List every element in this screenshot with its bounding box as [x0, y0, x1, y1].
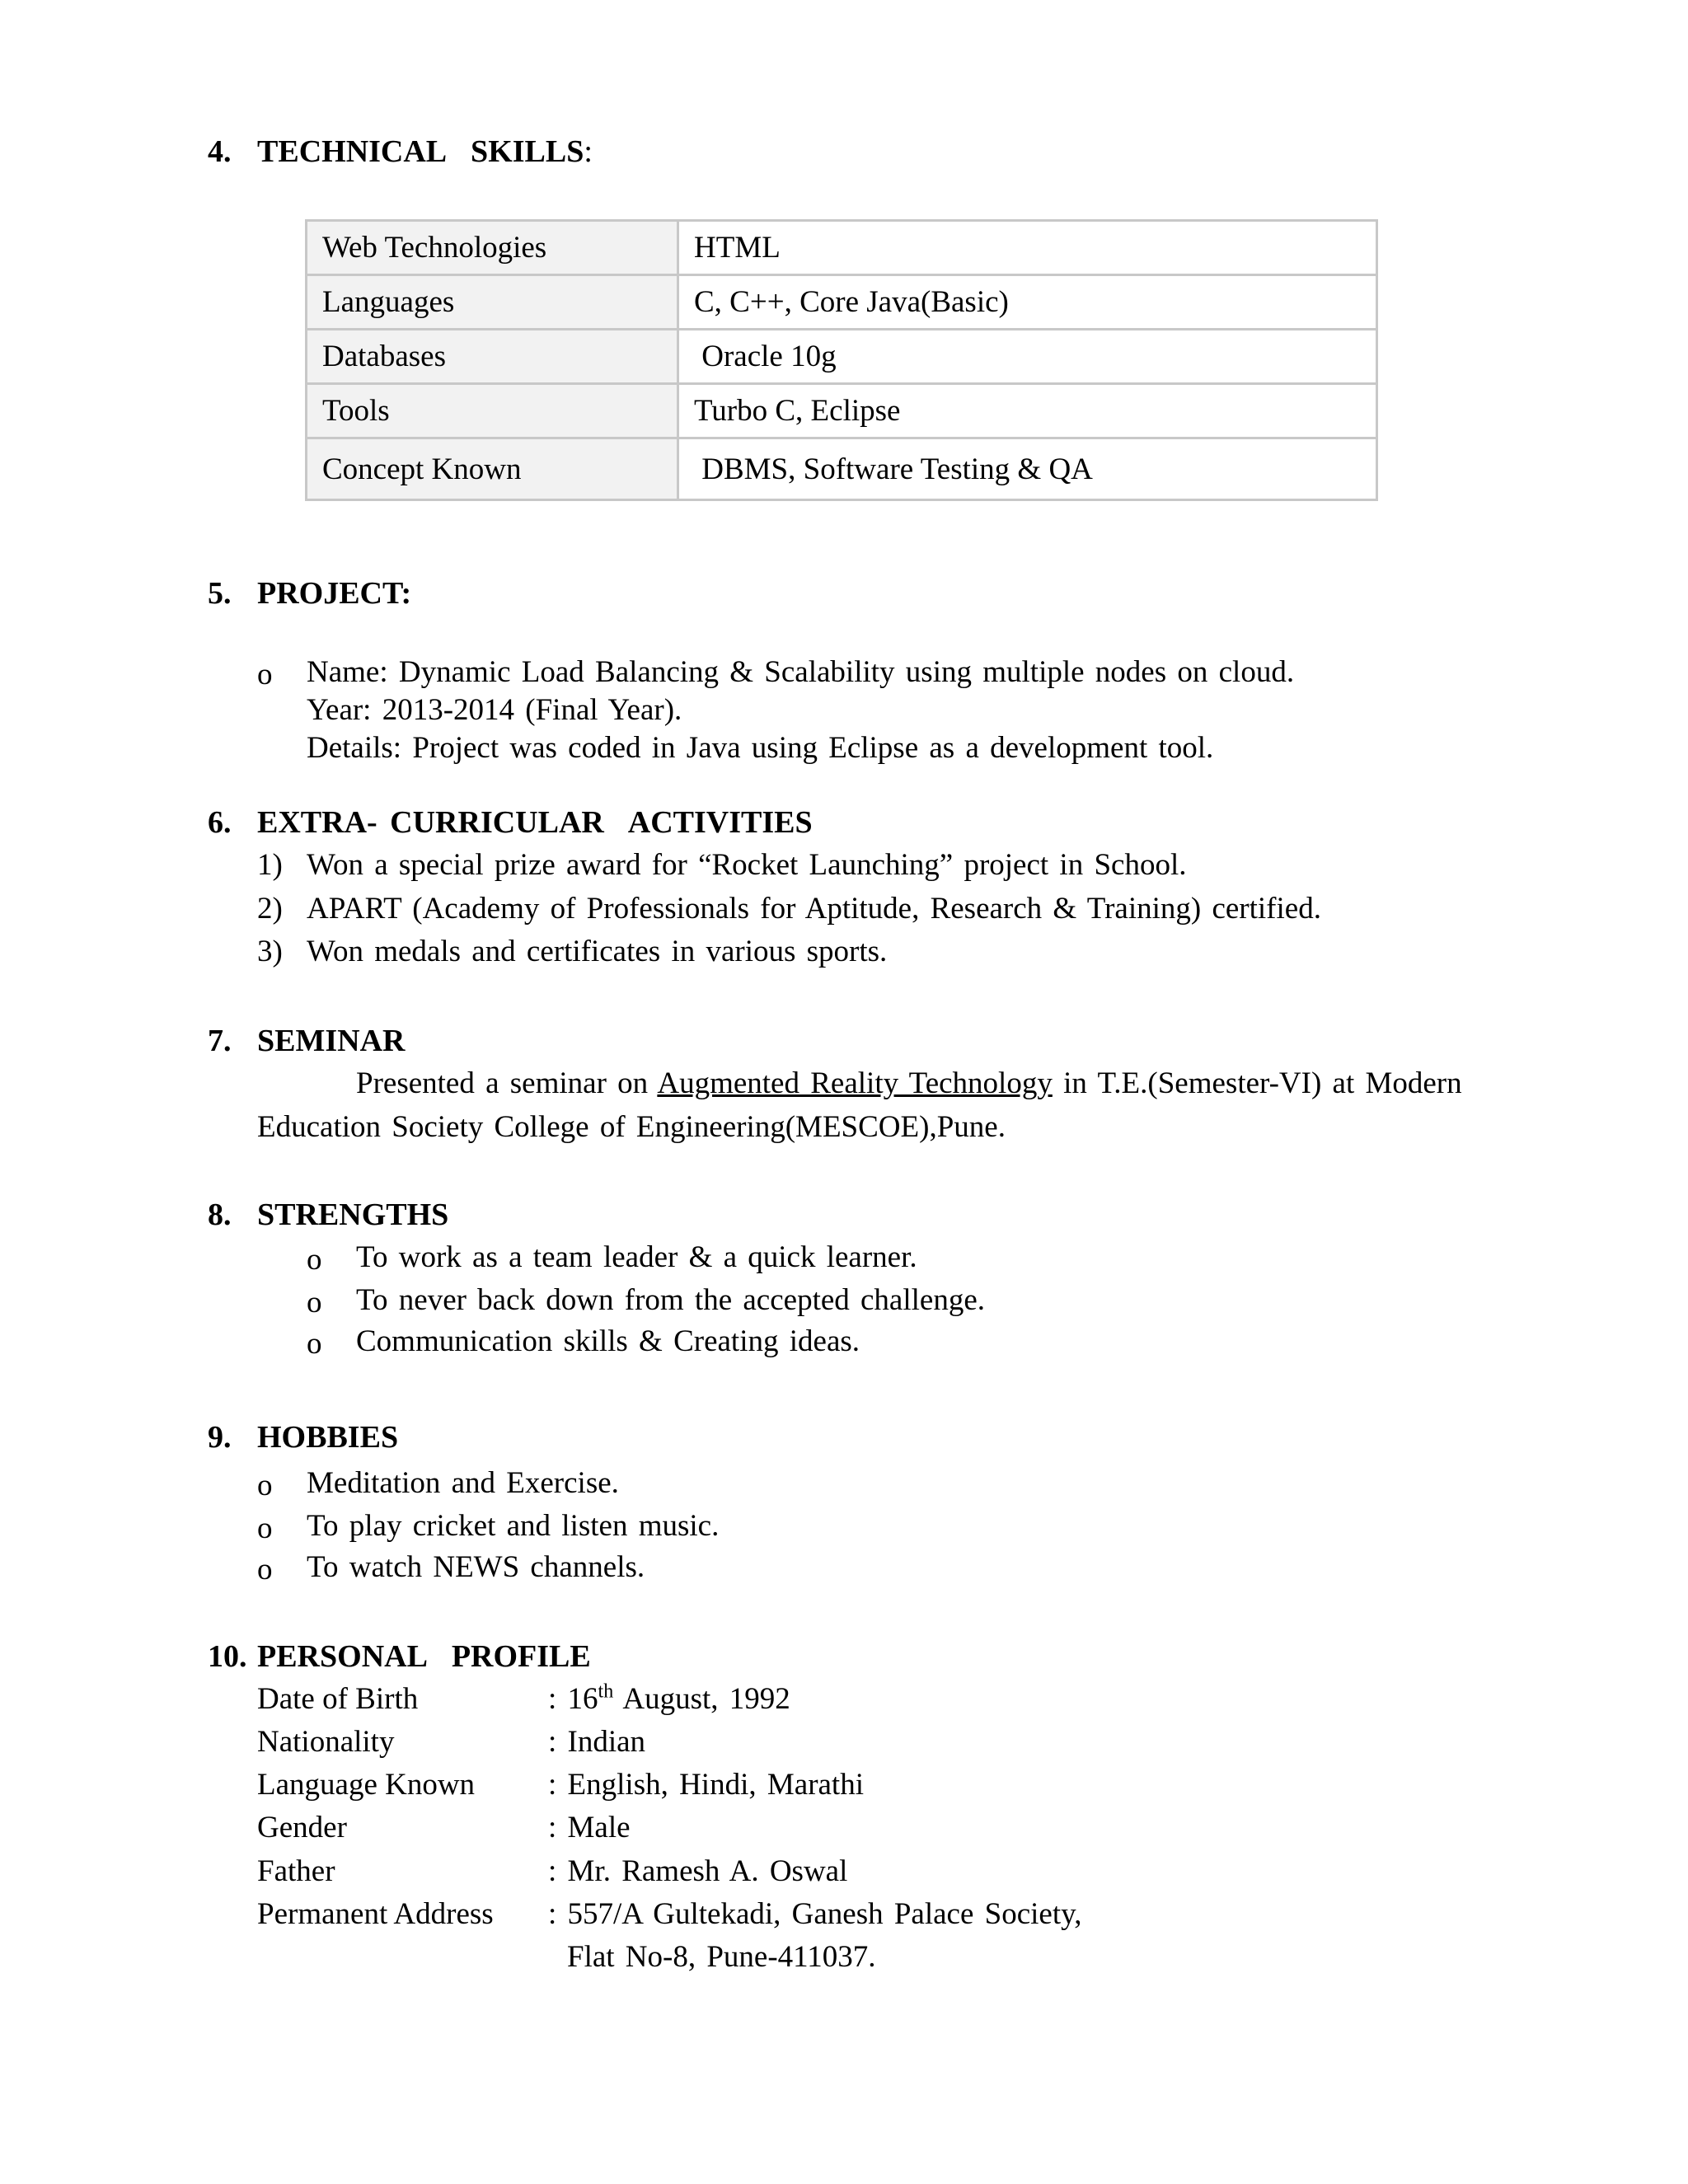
dob-month-year: August, 1992	[613, 1682, 790, 1716]
language-label: Language Known	[257, 1768, 476, 1802]
skills-table	[305, 219, 1378, 501]
gender-label: Gender	[257, 1811, 347, 1844]
bullet-marker: o	[257, 658, 273, 691]
skill-value: Oracle 10g	[678, 330, 1377, 384]
section-title: EXTRA- CURRICULAR ACTIVITIES	[257, 805, 813, 840]
list-item: To never back down from the accepted challenge.	[356, 1283, 986, 1317]
dob-ordinal: th	[598, 1680, 614, 1703]
dob-value	[548, 1681, 790, 1717]
seminar-heading	[208, 1023, 405, 1059]
nationality-label: Nationality	[257, 1725, 395, 1759]
project-details: Details: Project was coded in Java using Eclipse as a development tool.	[307, 731, 1214, 765]
section-number: 10.	[208, 1639, 247, 1674]
technical-skills-heading	[208, 134, 593, 170]
father-value: : Mr. Ramesh A. Oswal	[548, 1854, 848, 1888]
section-title: PROJECT:	[257, 576, 412, 611]
section-title: SEMINAR	[257, 1024, 406, 1058]
table-row	[307, 330, 1377, 384]
address-line2: Flat No-8, Pune-411037.	[567, 1940, 876, 1974]
list-item: Won a special prize award for “Rocket Launching” project in School.	[307, 848, 1187, 882]
section-number: 5.	[208, 576, 232, 611]
list-marker: 1)	[257, 848, 283, 882]
list-item: To watch NEWS channels.	[307, 1550, 645, 1584]
skill-value: HTML	[678, 221, 1377, 275]
seminar-intro: Presented a seminar on	[356, 1066, 658, 1100]
skill-value: Turbo C, Eclipse	[678, 384, 1377, 438]
table-row	[307, 221, 1377, 275]
seminar-context: in T.E.(Semester-VI) at Modern	[1052, 1066, 1462, 1100]
address-line1: : 557/A Gultekadi, Ganesh Palace Society,	[548, 1897, 1082, 1931]
skill-category: Concept Known	[307, 438, 678, 500]
list-marker: 2)	[257, 892, 283, 926]
bullet-marker: o	[257, 1553, 273, 1586]
section-title: HOBBIES	[257, 1420, 399, 1455]
bullet-marker: o	[257, 1511, 273, 1545]
section-number: 6.	[208, 805, 232, 840]
section-number: 8.	[208, 1197, 232, 1232]
skill-value: DBMS, Software Testing & QA	[678, 438, 1377, 500]
section-title: PERSONAL PROFILE	[257, 1639, 591, 1674]
personal-profile-heading	[208, 1638, 591, 1675]
project-heading	[208, 575, 411, 612]
strengths-heading	[208, 1197, 448, 1233]
project-name: Name: Dynamic Load Balancing & Scalability using multiple nodes on cloud.	[307, 655, 1295, 689]
address-label: Permanent Address	[257, 1897, 494, 1931]
seminar-text-line2: Education Society College of Engineering(MESCOE),Pune.	[257, 1110, 1006, 1144]
dob-day: : 16	[548, 1682, 598, 1716]
language-value: : English, Hindi, Marathi	[548, 1768, 864, 1802]
nationality-value: : Indian	[548, 1725, 646, 1759]
section-number: 9.	[208, 1420, 232, 1455]
bullet-marker: o	[307, 1286, 322, 1319]
heading-colon: :	[584, 134, 593, 169]
bullet-marker: o	[307, 1327, 322, 1361]
section-title: STRENGTHS	[257, 1197, 449, 1232]
section-number: 4.	[208, 134, 232, 169]
extra-curricular-heading	[208, 804, 813, 841]
skill-category: Tools	[307, 384, 678, 438]
skill-category: Web Technologies	[307, 221, 678, 275]
skill-category: Databases	[307, 330, 678, 384]
table-row	[307, 275, 1377, 330]
seminar-topic: Augmented Reality Technology	[657, 1066, 1053, 1100]
hobbies-heading	[208, 1419, 398, 1455]
list-item: APART (Academy of Professionals for Aptitude, Research & Training) certified.	[307, 892, 1321, 926]
project-year: Year: 2013-2014 (Final Year).	[307, 693, 682, 727]
seminar-text	[356, 1066, 1462, 1101]
dob-label: Date of Birth	[257, 1682, 419, 1716]
section-number: 7.	[208, 1024, 232, 1058]
father-label: Father	[257, 1854, 335, 1888]
skill-value: C, C++, Core Java(Basic)	[678, 275, 1377, 330]
list-item: Communication skills & Creating ideas.	[356, 1324, 860, 1358]
list-marker: 3)	[257, 935, 283, 968]
table-row	[307, 384, 1377, 438]
list-item: To play cricket and listen music.	[307, 1509, 720, 1543]
bullet-marker: o	[307, 1243, 322, 1277]
list-item: To work as a team leader & a quick learner.	[356, 1240, 917, 1274]
skill-category: Languages	[307, 275, 678, 330]
gender-value: : Male	[548, 1811, 631, 1844]
bullet-marker: o	[257, 1469, 273, 1502]
table-row	[307, 438, 1377, 500]
section-title: TECHNICAL SKILLS	[257, 134, 584, 169]
list-item: Meditation and Exercise.	[307, 1466, 619, 1500]
list-item: Won medals and certificates in various sports.	[307, 935, 888, 968]
